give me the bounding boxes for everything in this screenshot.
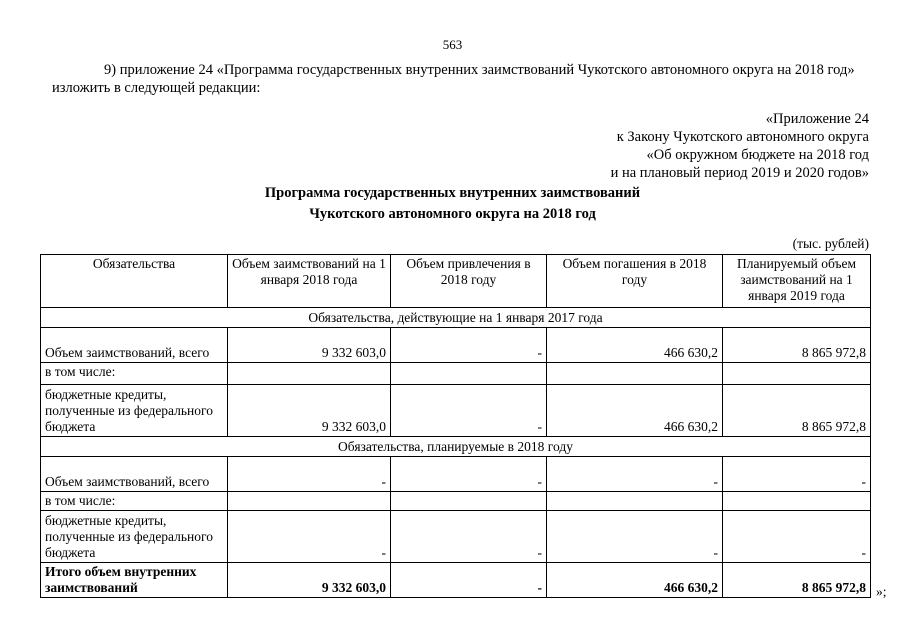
row-label: бюджетные кредиты, полученные из федерального бюджета <box>41 385 228 437</box>
cell-value: - <box>391 563 547 598</box>
cell-value: 466 630,2 <box>547 385 723 437</box>
cell-value <box>391 363 547 385</box>
cell-value: - <box>391 328 547 363</box>
cell-value: - <box>547 457 723 492</box>
cell-value: - <box>723 457 871 492</box>
cell-value: - <box>391 457 547 492</box>
section-row <box>41 437 871 457</box>
cell-value <box>547 492 723 511</box>
intro-paragraph: 9) приложение 24 «Программа государственных внутренних заимствований Чукотского автономного округа на 2018 год» изложить в следующей редакции: <box>52 62 855 96</box>
cell-value: - <box>547 511 723 563</box>
cell-value <box>723 363 871 385</box>
column-header: Объем привлечения в 2018 году <box>391 255 547 308</box>
appendix-line: «Об окружном бюджете на 2018 год <box>646 147 869 163</box>
row-label: в том числе: <box>41 492 228 511</box>
cell-value: - <box>228 457 391 492</box>
row-label: в том числе: <box>41 363 228 385</box>
table-row <box>41 385 871 437</box>
appendix-header <box>611 110 869 182</box>
table-row <box>41 457 871 492</box>
cell-value: 8 865 972,8 <box>723 563 871 598</box>
cell-value: 8 865 972,8 <box>723 385 871 437</box>
borrowing-table <box>40 254 871 598</box>
column-header: Объем погашения в 2018 году <box>547 255 723 308</box>
header-row <box>41 255 871 308</box>
table-row <box>41 511 871 563</box>
cell-value <box>228 363 391 385</box>
cell-value: 9 332 603,0 <box>228 328 391 363</box>
cell-value <box>723 492 871 511</box>
section-heading: Обязательства, действующие на 1 января 2017 года <box>41 308 871 328</box>
cell-value: 466 630,2 <box>547 563 723 598</box>
appendix-line: «Приложение 24 <box>765 111 869 127</box>
row-label: Итого объем внутренних заимствований <box>41 563 228 598</box>
row-label: Объем заимствований, всего <box>41 328 228 363</box>
closing-quote: »; <box>876 584 887 599</box>
table-row <box>41 363 871 385</box>
cell-value: 9 332 603,0 <box>228 385 391 437</box>
page-number: 563 <box>442 37 463 52</box>
unit-note: (тыс. рублей) <box>792 236 869 251</box>
column-header: Объем заимствований на 1 января 2018 года <box>228 255 391 308</box>
table-row <box>41 492 871 511</box>
appendix-line: и на плановый период 2019 и 2020 годов» <box>610 165 869 181</box>
appendix-line: к Закону Чукотского автономного округа <box>616 129 869 145</box>
cell-value: - <box>228 511 391 563</box>
section-heading: Обязательства, планируемые в 2018 году <box>41 437 871 457</box>
cell-value <box>228 492 391 511</box>
row-label: Объем заимствований, всего <box>41 457 228 492</box>
row-label: бюджетные кредиты, полученные из федерального бюджета <box>41 511 228 563</box>
title-line: Чукотского автономного округа на 2018 год <box>309 206 596 222</box>
cell-value <box>547 363 723 385</box>
cell-value: 8 865 972,8 <box>723 328 871 363</box>
total-row <box>41 563 871 598</box>
cell-value: - <box>391 385 547 437</box>
document-title <box>0 183 905 225</box>
cell-value <box>391 492 547 511</box>
cell-value: - <box>723 511 871 563</box>
title-line: Программа государственных внутренних заимствований <box>264 185 641 201</box>
cell-value: 466 630,2 <box>547 328 723 363</box>
cell-value: 9 332 603,0 <box>228 563 391 598</box>
column-header: Планируемый объем заимствований на 1 января 2019 года <box>723 255 871 308</box>
section-row <box>41 308 871 328</box>
column-header: Обязательства <box>41 255 228 308</box>
table-row <box>41 328 871 363</box>
cell-value: - <box>391 511 547 563</box>
